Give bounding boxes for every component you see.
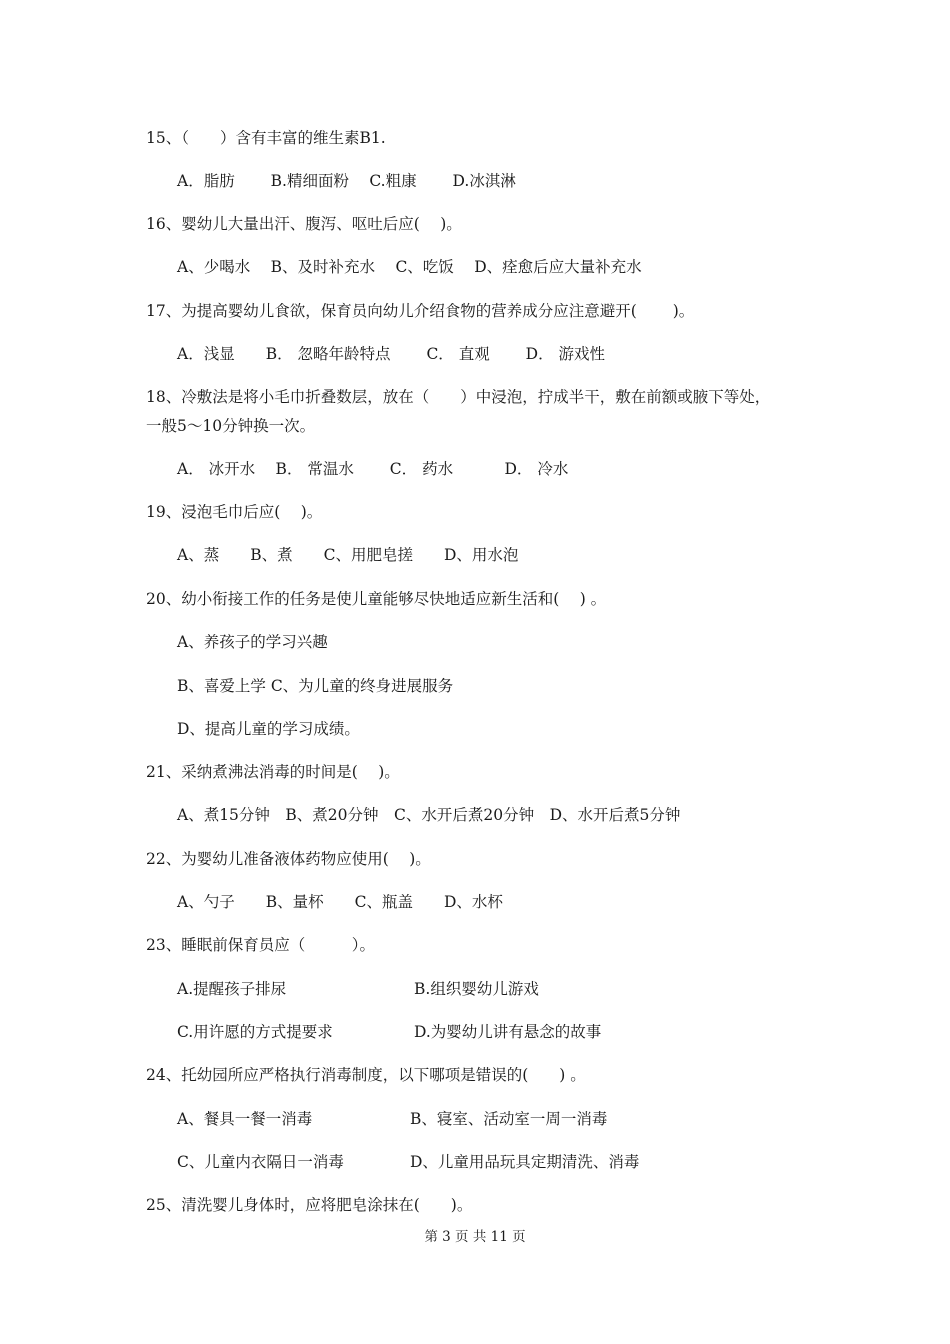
question-15-options: A．脂肪 B.精细面粉 C.粗康 D.冰淇淋 — [177, 172, 516, 190]
question-18-stem: 18、冷敷法是将小毛巾折叠数层，放在（ ）中浸泡，拧成半干，敷在前额或腋下等处， — [146, 388, 771, 406]
question-22-options: A、勺子 B、量杯 C、瓶盖 D、水杯 — [177, 893, 503, 911]
question-24-option-a: A、餐具一餐一消毒 — [177, 1110, 313, 1128]
question-24-option-b: B、寝室、活动室一周一消毒 — [410, 1110, 608, 1128]
question-18-stem-continued: 一般5～10分钟换一次。 — [146, 417, 316, 435]
question-24-stem: 24、托幼园所应严格执行消毒制度，以下哪项是错误的( ) 。 — [146, 1066, 586, 1084]
page-footer: 第 3 页 共 11 页 — [424, 1229, 526, 1245]
question-20-option-bc: B、喜爱上学 C、为儿童的终身进展服务 — [177, 677, 454, 695]
question-24-option-c: C、儿童内衣隔日一消毒 — [177, 1153, 344, 1171]
question-15-stem: 15、（ ）含有丰富的维生素B1. — [146, 129, 386, 147]
question-20-stem: 20、幼小衔接工作的任务是使儿童能够尽快地适应新生活和( ) 。 — [146, 590, 607, 608]
question-23-option-d: D.为婴幼儿讲有悬念的故事 — [414, 1023, 602, 1041]
question-20-option-d: D、提高儿童的学习成绩。 — [177, 720, 360, 738]
question-20-option-a: A、养孩子的学习兴趣 — [177, 633, 328, 651]
question-18-options: A． 冰开水 B． 常温水 C． 药水 D． 冷水 — [177, 460, 569, 478]
question-24-option-d: D、儿童用品玩具定期清洗、消毒 — [410, 1153, 640, 1171]
question-23-option-c: C.用许愿的方式提要求 — [177, 1023, 333, 1041]
question-16-options: A、少喝水 B、及时补充水 C、吃饭 D、痊愈后应大量补充水 — [177, 258, 642, 276]
question-23-stem: 23、睡眠前保育员应（ ）。 — [146, 936, 375, 954]
question-16-stem: 16、婴幼儿大量出汗、腹泻、呕吐后应( )。 — [146, 215, 462, 233]
question-19-options: A、蒸 B、煮 C、用肥皂搓 D、用水泡 — [177, 546, 519, 564]
question-19-stem: 19、浸泡毛巾后应( )。 — [146, 503, 323, 521]
question-21-stem: 21、采纳煮沸法消毒的时间是( )。 — [146, 763, 400, 781]
question-17-options: A．浅显 B． 忽略年龄特点 C． 直观 D． 游戏性 — [177, 345, 606, 363]
question-23-option-a: A.提醒孩子排尿 — [177, 980, 287, 998]
question-22-stem: 22、为婴幼儿准备液体药物应使用( )。 — [146, 850, 431, 868]
question-21-options: A、煮15分钟 B、煮20分钟 C、水开后煮20分钟 D、水开后煮5分钟 — [177, 806, 681, 824]
question-17-stem: 17、为提高婴幼儿食欲，保育员向幼儿介绍食物的营养成分应注意避开( )。 — [146, 302, 695, 320]
question-25-stem: 25、清洗婴儿身体时，应将肥皂涂抹在( )。 — [146, 1196, 473, 1214]
question-23-option-b: B.组织婴幼儿游戏 — [414, 980, 539, 998]
